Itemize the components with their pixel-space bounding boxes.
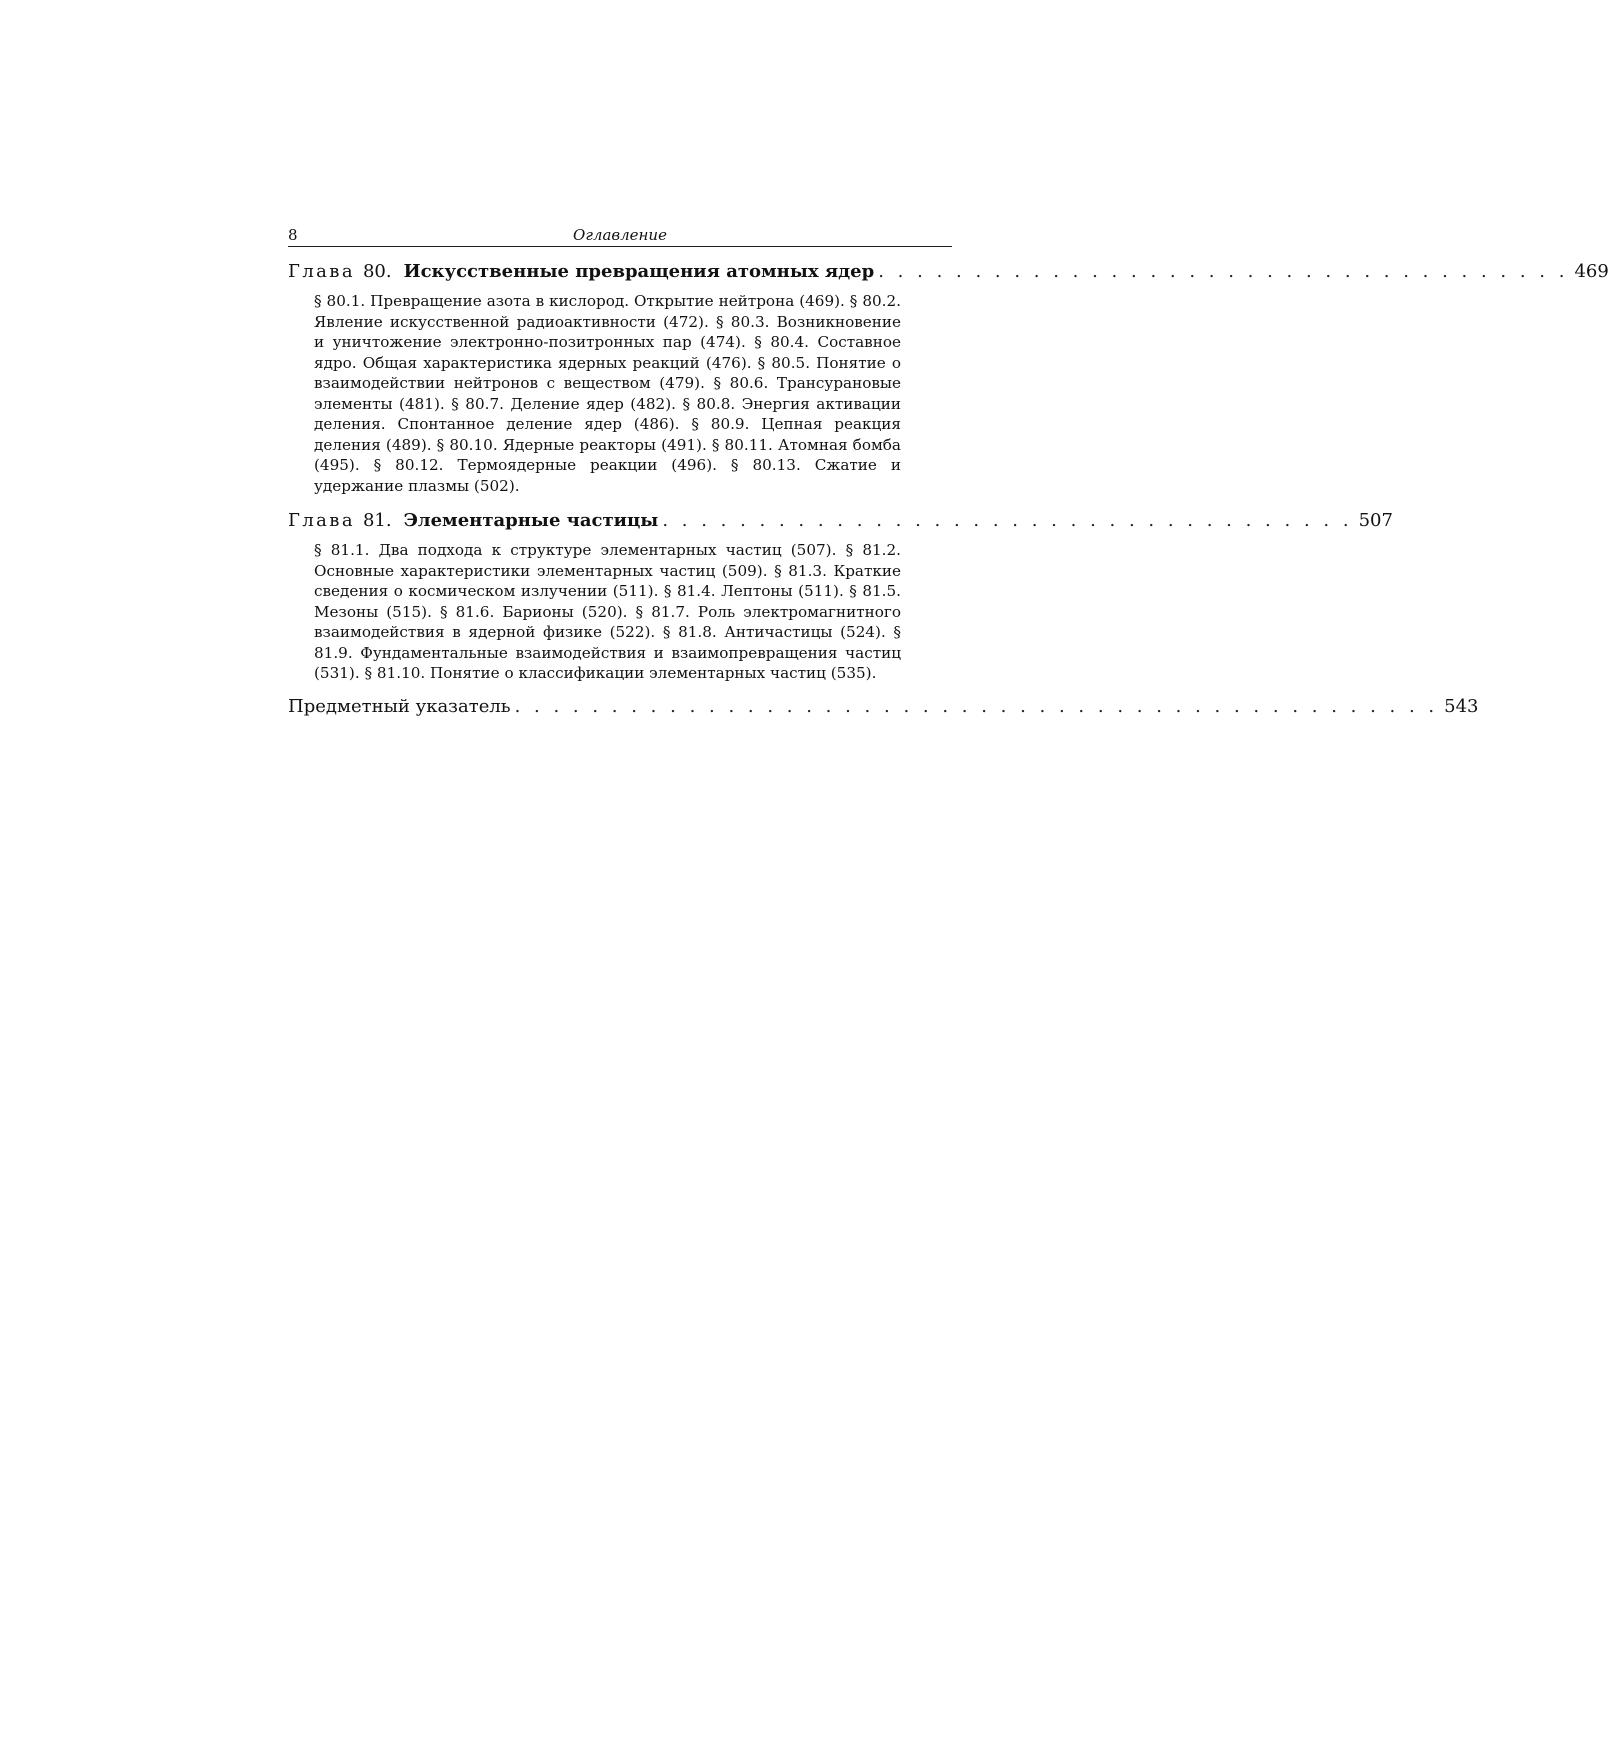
- page-number: 8: [288, 226, 298, 244]
- chapter-sections: § 80.1. Превращение азота в кислород. Открытие нейтрона (469). § 80.2. Явление искусственной радиоактивности (472). § 80.3. Возникновение и уничтожение электронно-позитронных пар (474). § 80.4. Составное ядро. Общая характеристика ядерных реакций (476). § 80.5. Понятие о взаимодействии нейтронов с веществом (479). § 80.6. Трансурановые элементы (481). § 80.7. Деление ядер (482). § 80.8. Энергия активации деления. Спонтанное деление ядер (486). § 80.9. Цепная реакция деления (489). § 80.10. Ядерные реакторы (491). § 80.11. Атомная бомба (495). § 80.12. Термоядерные реакции (496). § 80.13. Сжатие и удержание плазмы (502).: [314, 292, 901, 495]
- chapter-title: Элементарные частицы: [403, 510, 659, 531]
- chapter-label: Глава: [288, 510, 355, 531]
- toc-chapter-80: [288, 259, 1609, 496]
- chapter-label: Глава: [288, 261, 355, 282]
- chapter-page-number: 469: [1574, 261, 1609, 282]
- chapter-page-number: 507: [1358, 510, 1393, 531]
- toc-index-entry[interactable]: [288, 694, 1479, 720]
- leader-dots: . . . . . . . . . . . . . . . . . . . . . . . . . . . . . . . . . . . .: [878, 261, 1569, 282]
- chapter-heading[interactable]: [288, 259, 1609, 285]
- chapter-number: 80.: [362, 261, 392, 282]
- chapter-number: 81.: [362, 510, 392, 531]
- chapter-sections: § 81.1. Два подхода к структуре элементарных частиц (507). § 81.2. Основные характеристики элементарных частиц (509). § 81.3. Краткие сведения о космическом излучении (511). § 81.4. Лептоны (511). § 81.5. Мезоны (515). § 81.6. Барионы (520). § 81.7. Роль электромагнитного взаимодействия в ядерной физике (522). § 81.8. Античастицы (524). § 81.9. Фундаментальные взаимодействия и взаимопревращения частиц (531). § 81.10. Понятие о классификации элементарных частиц (535).: [314, 541, 901, 682]
- index-page-number: 543: [1444, 695, 1479, 717]
- running-header: [288, 226, 952, 247]
- toc-chapter-81: [288, 508, 1393, 684]
- running-title: Оглавление: [573, 226, 667, 244]
- toc-page: [288, 226, 1609, 720]
- leader-dots: . . . . . . . . . . . . . . . . . . . . . . . . . . . . . . . . . . . .: [662, 510, 1353, 531]
- leader-dots: . . . . . . . . . . . . . . . . . . . . . . . . . . . . . . . . . . . . . . . . . . . . . . . .: [514, 695, 1439, 717]
- chapter-title: Искусственные превращения атомных ядер: [403, 261, 875, 282]
- index-title: Предметный указатель: [288, 695, 511, 717]
- chapter-heading[interactable]: [288, 508, 1393, 534]
